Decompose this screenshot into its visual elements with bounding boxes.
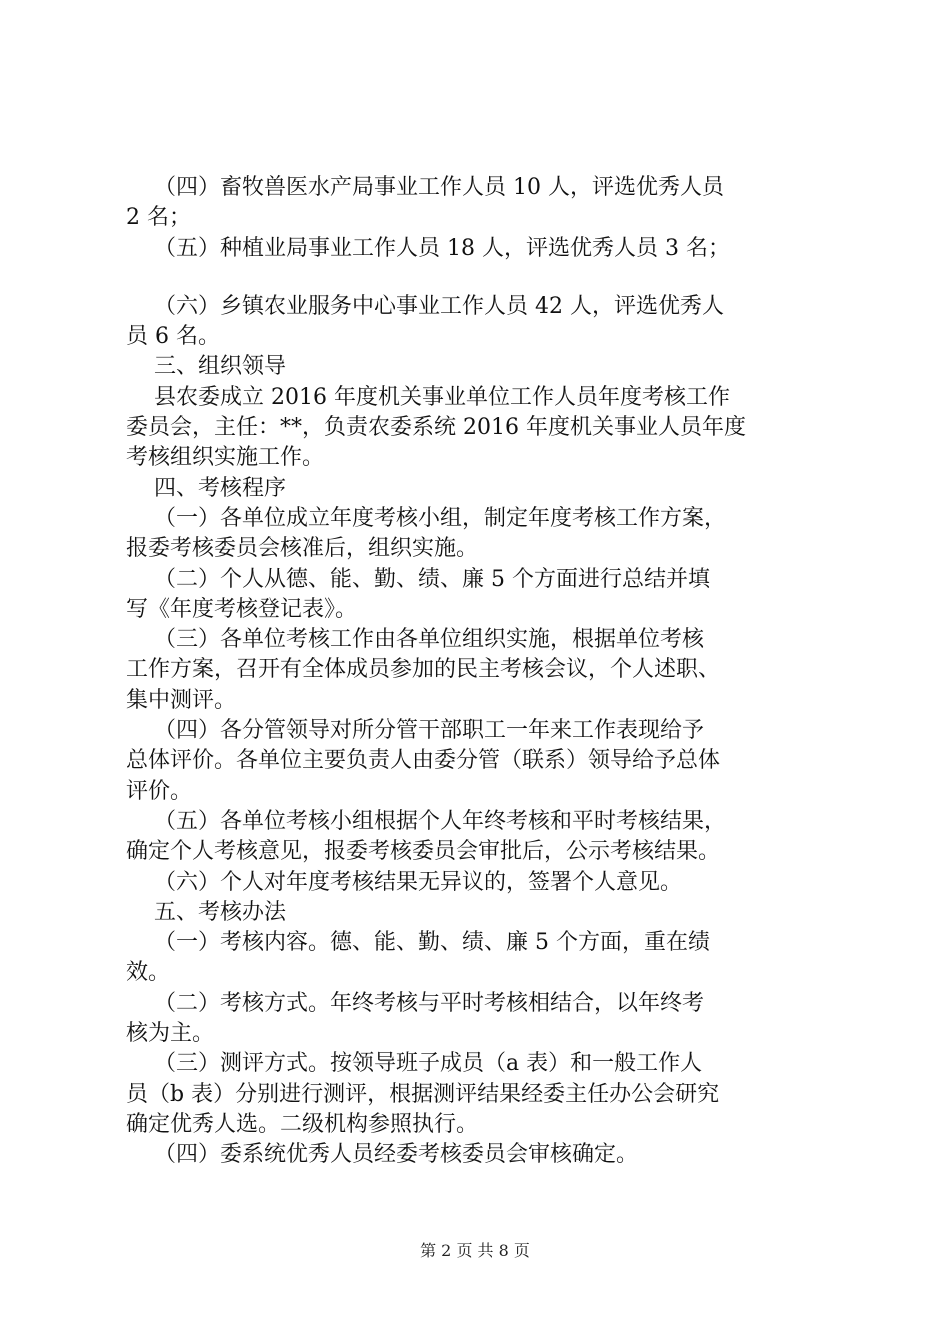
text-line: 报委考核委员会核准后，组织实施。 <box>126 536 479 562</box>
text-line: （三）各单位考核工作由各单位组织实施，根据单位考核 <box>126 627 704 653</box>
paragraph <box>126 173 836 234</box>
text-line: （二）考核方式。年终考核与平时考核相结合，以年终考 <box>126 990 704 1016</box>
text-line: 委员会，主任：**，负责农委系统 2016 年度机关事业人员年度 <box>126 415 746 441</box>
text-line: 总体评价。各单位主要负责人由委分管（联系）领导给予总体 <box>126 748 721 774</box>
text-line: 四、考核程序 <box>126 475 286 501</box>
paragraph <box>126 898 836 928</box>
paragraph <box>126 292 836 353</box>
text-line: 确定个人考核意见，报委考核委员会审批后，公示考核结果。 <box>126 839 721 865</box>
text-line: （四）委系统优秀人员经委考核委员会审核确定。 <box>126 1142 638 1168</box>
paragraph <box>126 716 836 807</box>
text-line: （一）考核内容。德、能、勤、绩、廉 5 个方面，重在绩 <box>126 930 710 956</box>
text-line: （三）测评方式。按领导班子成员（a 表）和一般工作人 <box>126 1051 703 1077</box>
text-line: 确定优秀人选。二级机构参照执行。 <box>126 1111 479 1137</box>
text-line: 工作方案，召开有全体成员参加的民主考核会议，个人述职、 <box>126 657 721 683</box>
text-line: （四）各分管领导对所分管干部职工一年来工作表现给予 <box>126 718 704 744</box>
text-line: （一）各单位成立年度考核小组，制定年度考核工作方案， <box>126 505 726 531</box>
paragraph <box>126 989 836 1050</box>
paragraph <box>126 383 836 474</box>
text-line: （五）各单位考核小组根据个人年终考核和平时考核结果， <box>126 808 726 834</box>
paragraph <box>126 565 836 626</box>
text-line: 集中测评。 <box>126 687 237 713</box>
paragraph <box>126 807 836 868</box>
text-line: 效。 <box>126 960 171 986</box>
text-line: 考核组织实施工作。 <box>126 445 325 471</box>
text-line: （六）个人对年度考核结果无异议的，签署个人意见。 <box>126 869 682 895</box>
paragraph <box>126 928 836 989</box>
paragraph <box>126 1049 836 1140</box>
text-line: 2 名； <box>126 205 191 231</box>
paragraph <box>126 474 836 504</box>
page-footer: 第 2 页 共 8 页 <box>420 1241 530 1260</box>
text-line: 核为主。 <box>126 1021 215 1047</box>
text-line: 评价。 <box>126 778 193 804</box>
text-line: 五、考核办法 <box>126 899 286 925</box>
text-line: 写《年度考核登记表》。 <box>126 596 358 622</box>
paragraph <box>126 1140 836 1170</box>
text-line: 员（b 表）分别进行测评，根据测评结果经委主任办公会研究 <box>126 1081 720 1107</box>
text-line: 员 6 名。 <box>126 324 220 350</box>
text-line: （六）乡镇农业服务中心事业工作人员 42 人，评选优秀人 <box>126 293 724 319</box>
text-line: （四）畜牧兽医水产局事业工作人员 10 人，评选优秀人员 <box>126 175 724 200</box>
paragraph <box>126 234 836 264</box>
paragraph <box>126 625 836 716</box>
paragraph <box>126 352 836 382</box>
text-line: 县农委成立 2016 年度机关事业单位工作人员年度考核工作 <box>126 384 730 410</box>
paragraph <box>126 504 836 565</box>
paragraph <box>126 868 836 898</box>
document-body <box>126 173 836 1171</box>
text-line: 三、组织领导 <box>126 354 286 380</box>
text-line: （二）个人从德、能、勤、绩、廉 5 个方面进行总结并填 <box>126 566 710 592</box>
text-line: （五）种植业局事业工作人员 18 人，评选优秀人员 3 名； <box>126 235 730 261</box>
